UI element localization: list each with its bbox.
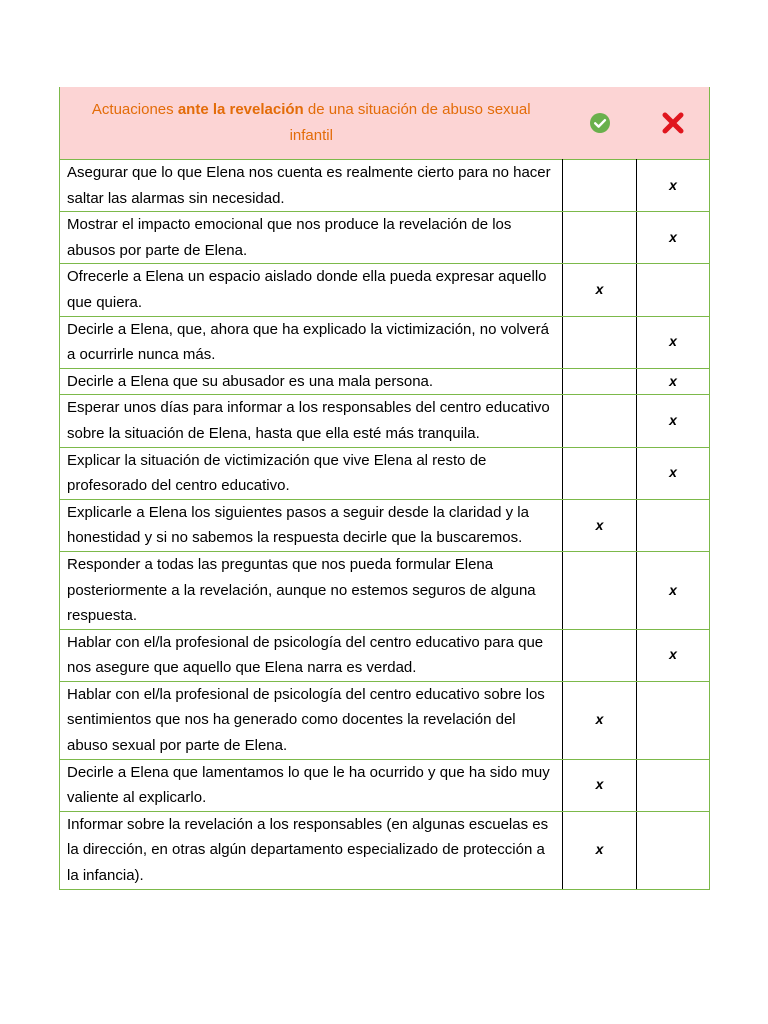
incorrect-mark: x [637, 316, 710, 368]
action-text: Ofrecerle a Elena un espacio aislado donde ella pueda expresar aquello que quiera. [60, 264, 563, 316]
table-row [60, 551, 710, 629]
action-text: Explicar la situación de victimización que vive Elena al resto de profesorado del centro educativo. [60, 447, 563, 499]
action-text: Hablar con el/la profesional de psicología del centro educativo para que nos asegure que aquello que Elena narra es verdad. [60, 629, 563, 681]
incorrect-mark: x [637, 629, 710, 681]
correct-mark [563, 395, 637, 447]
correct-mark [563, 368, 637, 395]
incorrect-mark [637, 681, 710, 759]
action-text: Decirle a Elena, que, ahora que ha explicado la victimización, no volverá a ocurrirle nunca más. [60, 316, 563, 368]
title-bold: ante la revelación [177, 100, 304, 118]
correct-mark [563, 316, 637, 368]
incorrect-mark: x [637, 447, 710, 499]
table-title [60, 87, 563, 160]
action-text: Mostrar el impacto emocional que nos produce la revelación de los abusos por parte de Elena. [60, 212, 563, 264]
table-row [60, 447, 710, 499]
incorrect-mark [637, 499, 710, 551]
correct-mark [563, 629, 637, 681]
table-row [60, 681, 710, 759]
incorrect-mark [637, 811, 710, 889]
incorrect-mark [637, 759, 710, 811]
check-circle-icon [589, 112, 611, 134]
table-row [60, 629, 710, 681]
action-text: Asegurar que lo que Elena nos cuenta es realmente cierto para no hacer saltar las alarmas sin necesidad. [60, 160, 563, 212]
correct-mark: x [563, 264, 637, 316]
correct-column-header [563, 87, 637, 160]
table-row [60, 811, 710, 889]
table-row [60, 316, 710, 368]
incorrect-mark [637, 264, 710, 316]
table-header-row [60, 87, 710, 160]
table-row [60, 212, 710, 264]
actions-table [59, 87, 710, 890]
action-text: Esperar unos días para informar a los responsables del centro educativo sobre la situación de Elena, hasta que ella esté más tranquila. [60, 395, 563, 447]
title-part2: de una situación de abuso sexual infantil [289, 100, 531, 144]
correct-mark: x [563, 811, 637, 889]
table-row [60, 759, 710, 811]
table-row [60, 264, 710, 316]
action-text: Responder a todas las preguntas que nos pueda formular Elena posteriormente a la revelación, aunque no estemos seguros de alguna respuesta. [60, 551, 563, 629]
incorrect-mark: x [637, 551, 710, 629]
correct-mark [563, 212, 637, 264]
correct-mark [563, 447, 637, 499]
incorrect-mark: x [637, 368, 710, 395]
title-part1: Actuaciones [91, 100, 178, 118]
incorrect-column-header [637, 87, 710, 160]
correct-mark [563, 160, 637, 212]
correct-mark: x [563, 759, 637, 811]
action-text: Informar sobre la revelación a los responsables (en algunas escuelas es la dirección, en otras algún departamento especializado de protección a la infancia). [60, 811, 563, 889]
table-row [60, 160, 710, 212]
incorrect-mark: x [637, 160, 710, 212]
incorrect-mark: x [637, 212, 710, 264]
action-text: Explicarle a Elena los siguientes pasos a seguir desde la claridad y la honestidad y si no sabemos la respuesta decirle que la buscaremos. [60, 499, 563, 551]
correct-mark: x [563, 499, 637, 551]
action-text: Decirle a Elena que lamentamos lo que le ha ocurrido y que ha sido muy valiente al explicarlo. [60, 759, 563, 811]
incorrect-mark: x [637, 395, 710, 447]
action-text: Decirle a Elena que su abusador es una mala persona. [60, 368, 563, 395]
action-text: Hablar con el/la profesional de psicología del centro educativo sobre los sentimientos que nos ha generado como docentes la revelación del abuso sexual por parte de Elena. [60, 681, 563, 759]
red-cross-icon [661, 111, 685, 135]
correct-mark [563, 551, 637, 629]
table-row [60, 499, 710, 551]
table-row [60, 368, 710, 395]
correct-mark: x [563, 681, 637, 759]
table-row [60, 395, 710, 447]
